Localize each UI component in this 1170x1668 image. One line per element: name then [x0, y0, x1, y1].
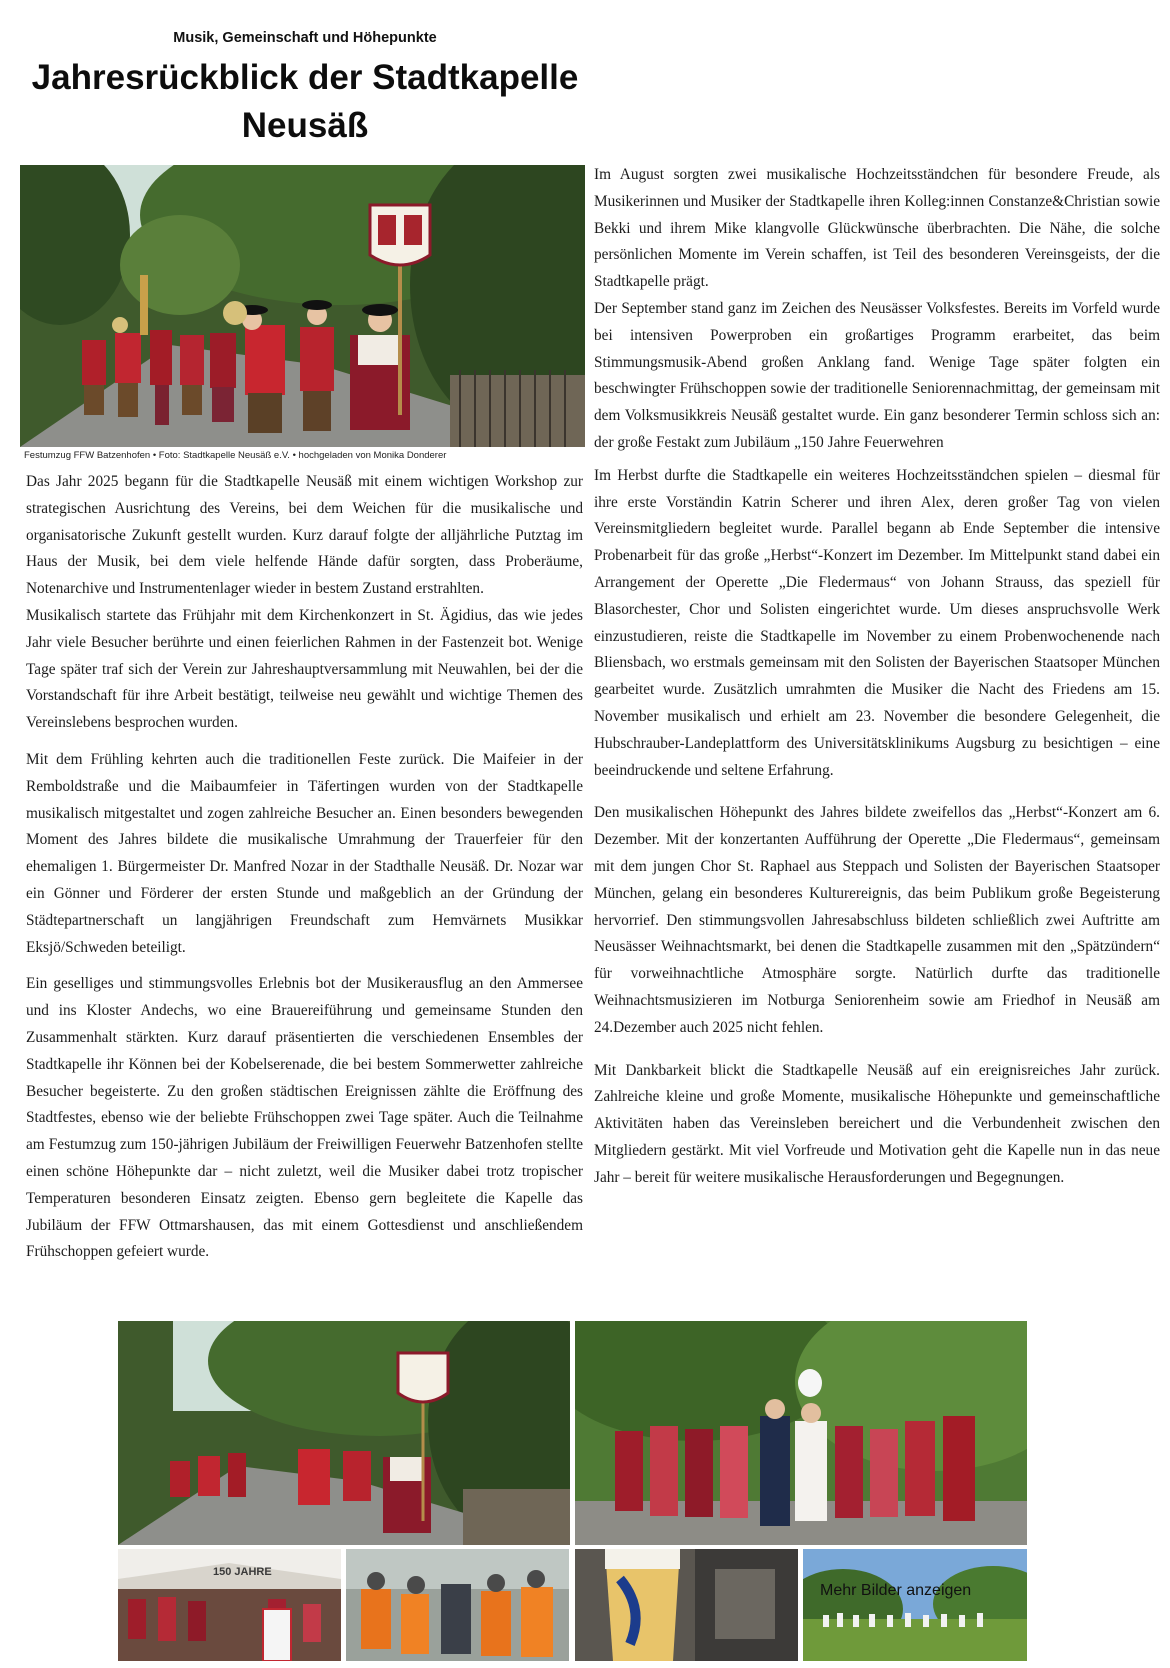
- paragraph-september: Der September stand ganz im Zeichen des Neusässer Volksfestes. Bereits im Vorfeld wurde bei intensiven Powerproben ein großartiges Programm erarbeitet, das beim Stimmungsmusik-Abend großen Anklang fand. Wenige Tage später folgten ein beschwingter Frühschoppen sowie der traditionelle Seniorennachmittag, der gemeinsam mit dem Volksmusikkreis Neusäß gestaltet wurde. Ein ganz besonderer Termin schloss sich an: der große Festakt zum Jubiläum „150 Jahre Feuerwehren: [594, 299, 1160, 451]
- gallery-photo-tent[interactable]: [118, 1549, 341, 1661]
- paragraph-august: Im August sorgten zwei musikalische Hochzeitsständchen für besondere Freude, als Musikerinnen und Musiker der Stadtkapelle ihren Kolleg:innen Constanze&Christian sowie Bekki und ihrem Mike klangvolle Glückwünsche überbrachten. Die Nähe, die solche persönlichen Momente im Verein schaffen, ist Teil des besonderen Vereinsgeists, der die Stadtkapelle prägt.: [594, 166, 1160, 291]
- gallery-photo-beer[interactable]: [575, 1549, 798, 1661]
- main-photo-parade[interactable]: [20, 165, 585, 447]
- gallery-photo-more[interactable]: [803, 1549, 1027, 1661]
- photo-caption: Festumzug FFW Batzenhofen • Foto: Stadtkapelle Neusäß e.V. • hochgeladen von Monika Donderer: [24, 450, 447, 461]
- paragraph-excursion: Ein geselliges und stimmungsvolles Erlebnis bot der Musikerausflug an den Ammersee und ins Kloster Andechs, wo eine Brauereiführung und gemeinsame Stunden den Zusammenhalt stärkten. Kurz darauf präsentierten die verschiedenen Ensembles der Stadtkapelle ihr Können bei der Kobelserenade, die bei bestem Sommerwetter zahlreiche Besucher begeisterte. Zu den großen städtischen Ereignissen zählte die Eröffnung des Stadtfestes, ebenso wie der beliebte Frühschoppen zwei Tage später. Auch die Teilnahme am Festumzug zum 150-jährigen Jubiläum der Freiwilligen Feuerwehr Batzenhofen stellte einen schöne Höhepunkte dar – nicht zuletzt, weil die Musiker dabei trotz tropischer Temperaturen besonderen Einsatz zeigten. Ebenso gern begleitete die Kapelle das Jubiläum der FFW Ottmarshausen, das mit einem Gottesdienst und anschließendem Frühschoppen gefeiert wurde.: [26, 975, 583, 1261]
- paragraph-festivals: Mit dem Frühling kehrten auch die traditionellen Feste zurück. Die Maifeier in der Remboldstraße und die Maibaumfeier in Täfertingen wurden von der Stadtkapelle musikalisch mitgestaltet und zogen zahlreiche Besucher an. Einen besonders bewegenden Moment des Jahres bildete die musikalische Umrahmung der Trauerfeier für den ehemaligen 1. Bürgermeister Dr. Manfred Nozar in der Stadthalle Neusäß. Dr. Nozar war ein Gönner und Förderer der ersten Stunde und maßgeblich an der Gründung der Städtepartnerschaft un langjährigen Freundschaft zum Hemvärnets Musikkar Eksjö/Schweden beteiligt.: [26, 750, 583, 956]
- paragraph-workshop: Das Jahr 2025 begann für die Stadtkapelle Neusäß mit einem wichtigen Workshop zur strategischen Ausrichtung des Vereins, bei dem Weichen für die musikalische und organisatorische Zukunft gestellt wurden. Kurz darauf folgte der alljährliche Putztag im Haus der Musik, bei dem viele helfende Hände dafür sorgten, dass Proberäume, Notenarchive und Instrumentenlager wieder in bestem Zustand erstrahlten.: [26, 473, 583, 598]
- article-headline: Jahresrückblick der Stadtkapelle Neusäß: [31, 58, 579, 145]
- article-left-column: [26, 469, 583, 1266]
- paragraph-december-concert: Den musikalischen Höhepunkt des Jahres bildete zweifellos das „Herbst“-Konzert am 6. Dezember. Mit der konzertanten Aufführung der Operette „Die Fledermaus“, gemeinsam mit dem jungen Chor St. Raphael aus Steppach und Solisten der Bayerischen Staatsoper München, gelang ein besonderes Kulturereignis, das beim Publikum große Begeisterung hervorrief. Den stimmungsvollen Jahresabschluss bildeten schließlich zwei Auftritte am Neusässer Weihnachtsmarkt, bei denen die Stadtkapelle zusammen mit den „Spätzündern“ für vorweihnachtliche Atmosphäre sorgte. Natürlich durfte das traditionelle Weihnachtsmusizieren im Notburga Seniorenheim sowie am Friedhof in Neusäß am 24.Dezember auch 2025 nicht fehlen.: [594, 804, 1160, 1036]
- article-kicker: Musik, Gemeinschaft und Höhepunkte: [173, 30, 437, 46]
- paragraph-gratitude: Mit Dankbarkeit blickt die Stadtkapelle Neusäß auf ein ereignisreiches Jahr zurück. Zahlreiche kleine und große Momente, musikalische Höhepunkte und gemeinschaftliche Aktivitäten haben das Vereinsleben bereichert und die Verbundenheit zwischen den Mitgliedern gestärkt. Mit viel Vorfreude und Motivation geht die Kapelle nun in das neue Jahr – bereit für weitere musikalische Herausforderungen und Begegnungen.: [594, 1061, 1160, 1186]
- more-images-link[interactable]: Mehr Bilder anzeigen: [820, 1582, 972, 1599]
- gallery-photo-parade[interactable]: [118, 1321, 570, 1545]
- article-right-column: [594, 162, 1160, 1191]
- paragraph-spring-concert: Musikalisch startete das Frühjahr mit dem Kirchenkonzert in St. Ägidius, das wie jedes Jahr viele Besucher berührte und einen feierlichen Rahmen in der Fastenzeit bot. Wenige Tage später traf sich der Verein zur Jahreshauptversammlung mit Neuwahlen, bei der die Vorstandschaft für ihre Arbeit bestätigt, teilweise neu gewählt und wichtige Themen des Vereinslebens besprochen wurden.: [26, 606, 583, 732]
- gallery-photo-wedding[interactable]: [575, 1321, 1027, 1545]
- tent-sign-text: 150 JAHRE: [213, 1566, 272, 1578]
- paragraph-autumn: Im Herbst durfte die Stadtkapelle ein weiteres Hochzeitsständchen spielen – diesmal für ihre erste Vorständin Katrin Scherer und ihren Alex, deren großer Tag von vielen Vereinsmitgliedern begleitet wurde. Parallel begann ab Ende September die intensive Probenarbeit für das große „Herbst“-Konzert im Dezember. Im Mittelpunkt stand dabei ein Arrangement der Operette „Die Fledermaus“ von Johann Strauss, das speziell für Blasorchester, Chor und Solisten eingerichtet wurde. Um dieses anspruchsvolle Werk einzustudieren, reiste die Stadtkapelle im November zu einem Probenwochenende nach Bliensbach, wo erstmals gemeinsam mit den Solisten der Bayerischen Staatsoper München gearbeitet wurde. Zusätzlich umrahmten die Musiker die Nacht des Friedens am 15. November musikalisch und erhielt am 23. November die besondere Gelegenheit, die Hubschrauber-Landeplattform des Universitätsklinikums Augsburg zu besichtigen – eine beeindruckende und seltene Erfahrung.: [594, 466, 1160, 779]
- gallery-photo-volunteers[interactable]: [346, 1549, 569, 1661]
